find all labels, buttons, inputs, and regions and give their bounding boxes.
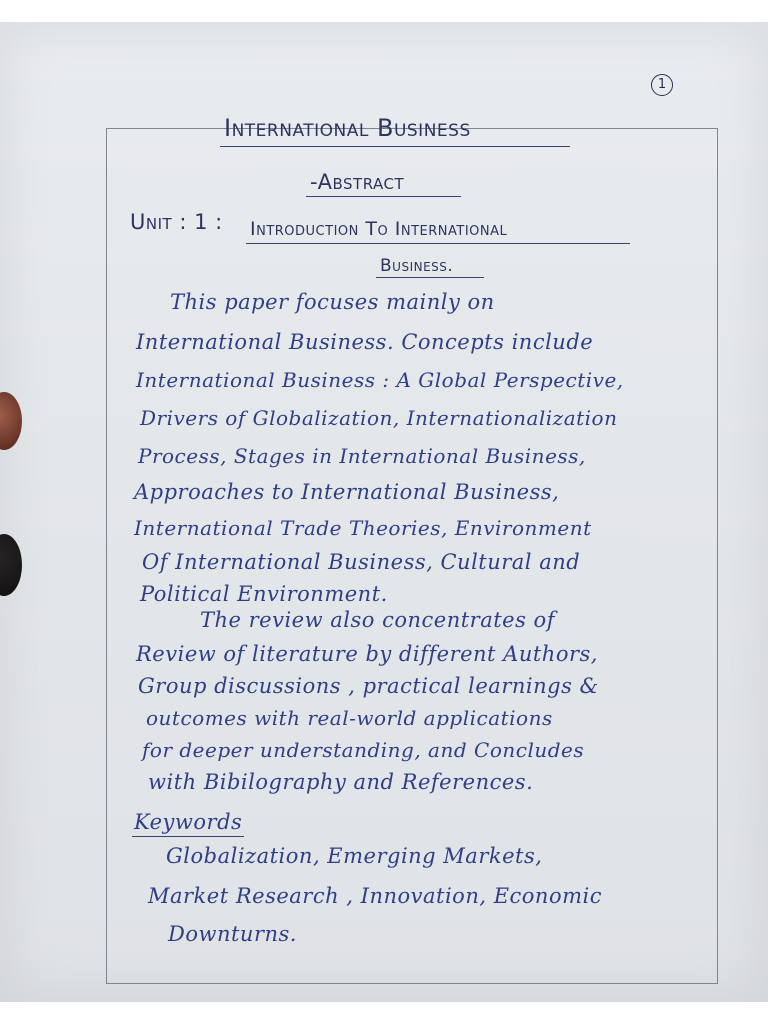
finger-top [0, 392, 22, 450]
page-number: 1 [651, 74, 673, 96]
paragraph1-line: International Trade Theories, Environment [134, 516, 592, 540]
paragraph1-line: Drivers of Globalization, Internationalization [140, 406, 618, 430]
paragraph1-line: Process, Stages in International Business, [138, 444, 586, 468]
paragraph2-line: outcomes with real-world applications [146, 706, 553, 730]
paragraph1-line: Political Environment. [140, 582, 388, 606]
keywords-line: Market Research , Innovation, Economic [148, 884, 602, 908]
keywords-line: Downturns. [168, 922, 297, 946]
paragraph1-line: International Business. Concepts include [136, 330, 594, 354]
subtitle-underline [306, 196, 461, 197]
unit-title-underline [246, 243, 630, 244]
paragraph1-line: Of International Business, Cultural and [142, 550, 581, 574]
paragraph1-line: This paper focuses mainly on [170, 290, 495, 314]
title-underline [220, 146, 570, 147]
section-subtitle: -Abstract [310, 170, 405, 194]
paragraph2-line: Review of literature by different Authors, [136, 642, 598, 666]
finger-bottom [0, 534, 22, 596]
notebook-page [0, 22, 768, 1002]
keywords-line: Globalization, Emerging Markets, [166, 844, 543, 868]
unit-title-line2: Business. [380, 256, 454, 276]
unit-label: Unit : 1 : [130, 210, 223, 234]
paragraph2-line: The review also concentrates of [200, 608, 555, 632]
unit-title-line1: Introduction To International [250, 218, 508, 240]
keywords-underline [132, 836, 244, 837]
paragraph1-line: International Business : A Global Perspective, [136, 368, 624, 392]
paragraph2-line: for deeper understanding, and Concludes [142, 738, 585, 762]
paragraph2-line: with Bibilography and References. [148, 770, 534, 794]
page-title: International Business [224, 114, 471, 142]
paragraph2-line: Group discussions , practical learnings & [138, 674, 599, 698]
paragraph1-line: Approaches to International Business, [134, 480, 560, 504]
keywords-heading: Keywords [134, 810, 243, 834]
unit-title-line2-underline [376, 277, 484, 278]
